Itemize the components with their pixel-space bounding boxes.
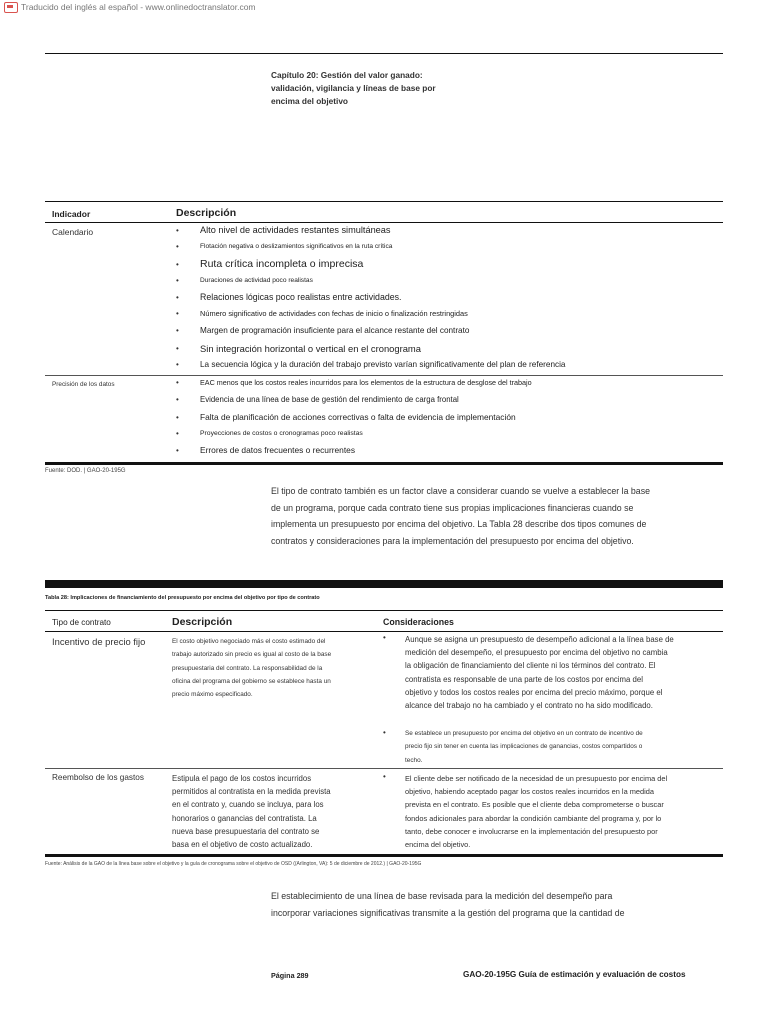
list-item: • Margen de programación insuficiente para el alcance restante del contrato (176, 326, 470, 335)
cons-line: alcance del trabajo no ha cambiado y el contrato no ha sido modificado. (405, 701, 653, 711)
desc-line: presupuestaria del contrato. La responsabilidad de la (172, 664, 323, 672)
desc-line: en el contrato y, cuando se incluya, para los (172, 800, 324, 810)
desc-line: Estipula el pago de los costos incurridos (172, 774, 312, 783)
translator-icon (4, 2, 18, 13)
paragraph-line: incorporar variaciones significativas transmite a la gestión del programa que la cantidad de (271, 908, 625, 918)
list-item: • Sin integración horizontal o vertical en el cronograma (176, 343, 421, 354)
bullet: • (383, 728, 386, 737)
desc-line: trabajo autorizado sin precio es igual al costo de la base (172, 651, 332, 659)
list-item: • Relaciones lógicas poco realistas entre actividades. (176, 292, 402, 302)
row-label-calendario: Calendario (52, 227, 94, 237)
table2-title-rule (45, 610, 723, 611)
cons-line: contratista es responsable de una parte de los costos por encima del (405, 674, 643, 684)
body-paragraph-2 (271, 888, 711, 922)
cons-line: Aunque se asigna un presupuesto de desempeño adicional a la línea base de (405, 635, 674, 644)
fixed-price-description (172, 635, 377, 701)
list-item: • EAC menos que los costos reales incurridos para los elementos de la estructura de desglose del trabajo (176, 378, 532, 387)
document-id: GAO-20-195G Guía de estimación y evaluación de costos (463, 970, 686, 979)
chapter-title-line: validación, vigilancia y líneas de base por (271, 83, 436, 93)
header-description-2: Descripción (172, 616, 233, 628)
cons-line: objetivo y todos los costos reales por encima del precio máximo, porque el (405, 687, 663, 697)
paragraph-line: de un programa, porque cada contrato tiene sus propias implicaciones financieras cuando se (271, 502, 634, 513)
list-item: • Flotación negativa o deslizamientos significativos en la ruta crítica (176, 242, 393, 251)
table1-source: Fuente: DOD. | GAO-20-195G (45, 468, 126, 474)
bullet: • (383, 772, 386, 781)
list-item: • La secuencia lógica y la duración del trabajo previsto varían significativamente del plan de referencia (176, 360, 566, 369)
desc-line: precio máximo especificado. (172, 691, 253, 699)
table1-row-rule (45, 375, 723, 376)
cons-line: tanto, debe conocer e involucrarse en la implementación del presupuesto por (405, 826, 658, 836)
cost-reimbursement-consideration (405, 772, 723, 851)
contract-type-fixed-price: Incentivo de precio fijo (52, 636, 146, 647)
cons-line: techo. (405, 756, 423, 764)
chapter-title (271, 69, 451, 108)
header-indicator: Indicador (52, 209, 91, 219)
header-considerations: Consideraciones (383, 617, 454, 627)
desc-line: permitidos al contratista en la medida prevista (172, 787, 331, 797)
cons-line: precio fijo sin tener en cuenta las implicaciones de ganancias, costos compartidos o (405, 743, 643, 751)
banner-text[interactable]: Traducido del inglés al español - www.onlinedoctranslator.com (21, 2, 256, 12)
list-item: • Errores de datos frecuentes o recurrentes (176, 445, 356, 455)
table2-source: Fuente: Análisis de la GAO de la línea base sobre el objetivo y la guía de cronograma sobre el objetivo de OSD ((Arlington, VA): 5 de diciembre de 2012.) | GAO-20-195G (45, 861, 422, 867)
cons-line: prevista en el contrato. Es posible que el cliente deba comprometerse o buscar (405, 800, 664, 810)
desc-line: nueva base presupuestaria del contrato se (172, 826, 320, 836)
table2-row-rule (45, 768, 723, 769)
paragraph-line: El establecimiento de una línea de base revisada para la medición del desempeño para (271, 891, 613, 901)
contract-type-cost-reimbursement: Reembolso de los gastos (52, 773, 144, 782)
paragraph-line: implementa un presupuesto por encima del objetivo. La Tabla 28 describe dos tipos comunes de (271, 519, 647, 529)
desc-line: honorarios o ganancias del contratista. La (172, 813, 317, 823)
desc-line: El costo objetivo negociado más el costo estimado del (172, 638, 326, 645)
fixed-price-consideration-1 (405, 633, 723, 712)
top-rule (45, 53, 723, 54)
page-number: Página 289 (271, 971, 309, 980)
cons-line: objetivo, habiendo aceptado pagar los costos reales incurridos en la medida (405, 787, 654, 797)
list-item: • Alto nivel de actividades restantes simultáneas (176, 225, 391, 235)
row-label-precision: Precisión de los datos (52, 381, 115, 388)
table2-header-rule (45, 631, 723, 632)
table2-top-bar (45, 580, 723, 588)
bullet: • (383, 633, 386, 642)
list-item: • Duraciones de actividad poco realistas (176, 276, 313, 285)
table1-top-rule (45, 201, 723, 202)
list-item: • Ruta crítica incompleta o imprecisa (176, 258, 364, 270)
fixed-price-consideration-2 (405, 727, 723, 767)
paragraph-line: contratos y consideraciones para la implementación del presupuesto por encima del objetivo. (271, 535, 634, 546)
paragraph-line: El tipo de contrato también es un factor clave a considerar cuando se vuelve a establecer la base (271, 486, 650, 496)
cons-line: encima del objetivo. (405, 840, 471, 850)
desc-line: oficina del programa del gobierno se establece hasta un (172, 677, 331, 685)
cons-line: El cliente debe ser notificado de la necesidad de un presupuesto por encima del (405, 774, 668, 783)
list-item: • Proyecciones de costos o cronogramas poco realistas (176, 429, 363, 438)
translator-banner[interactable] (0, 0, 256, 14)
desc-line: basa en el objetivo de costo actualizado. (172, 840, 313, 850)
cost-reimbursement-description (172, 772, 377, 851)
list-item: • Número significativo de actividades con fechas de inicio o finalización restringidas (176, 309, 468, 318)
body-paragraph (271, 483, 711, 549)
list-item: • Falta de planificación de acciones correctivas o falta de evidencia de implementación (176, 412, 516, 422)
table2-bottom-rule (45, 854, 723, 857)
header-contract-type: Tipo de contrato (52, 618, 111, 627)
cons-line: fondos adicionales para abordar la condición cambiante del programa y, por lo (405, 813, 662, 823)
cons-line: la obligación de financiamiento del cliente ni los términos del contrato. El (405, 661, 656, 671)
table1-bottom-rule (45, 462, 723, 465)
cons-line: medición del desempeño, el presupuesto por encima del objetivo no cambia (405, 648, 668, 658)
table1-header-rule (45, 222, 723, 223)
chapter-title-line: encima del objetivo (271, 96, 348, 106)
table2-title: Tabla 28: Implicaciones de financiamiento del presupuesto por encima del objetivo por tipo de contrato (45, 595, 320, 601)
header-description: Descripción (176, 207, 237, 219)
chapter-title-line: Capítulo 20: Gestión del valor ganado: (271, 70, 423, 80)
list-item: • Evidencia de una línea de base de gestión del rendimiento de carga frontal (176, 395, 459, 404)
cons-line: Se establece un presupuesto por encima del objetivo en un contrato de incentivo de (405, 730, 643, 737)
